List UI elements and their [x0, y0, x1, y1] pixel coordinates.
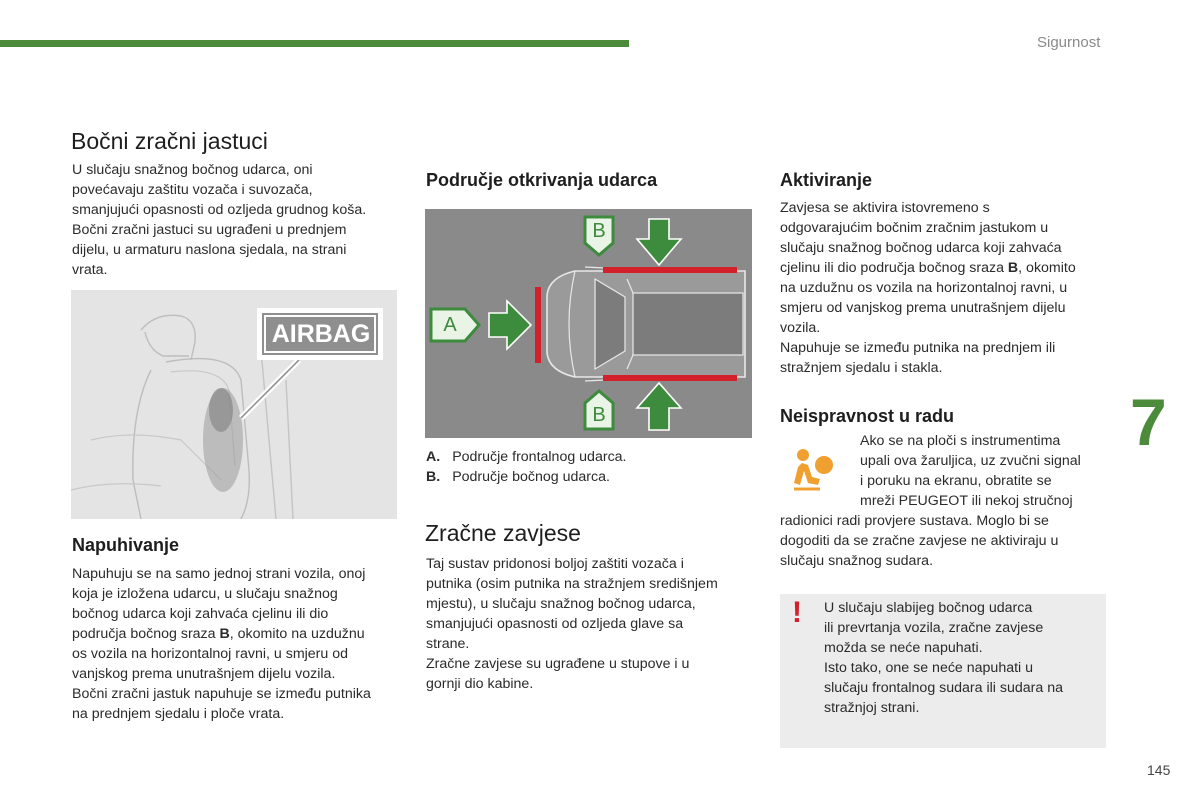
text-line: U slučaju snažnog bočnog udarca, oni — [72, 162, 313, 178]
text-line: smjeru od vanjskog prema unutrašnjem dijelu — [780, 300, 1066, 316]
text-segment: , okomito na uzdužnu — [229, 626, 365, 642]
inflation-text — [72, 564, 402, 724]
section-title: Sigurnost — [1037, 34, 1101, 51]
legend-item — [426, 467, 746, 487]
page-number: 145 — [1147, 762, 1171, 778]
chapter-number: 7 — [1130, 385, 1167, 459]
impact-detection-diagram — [425, 209, 752, 438]
zone-b-ref: B — [219, 626, 230, 642]
text-line: odgovarajućim bočnim zračnim jastukom u — [780, 220, 1049, 236]
text-line: os vozila na horizontalnoj ravni, u smjeru od — [72, 646, 349, 662]
text-line: Zračne zavjese su ugrađene u stupove i u — [426, 656, 690, 672]
inflation-title: Napuhivanje — [72, 535, 180, 555]
text-line: strane. — [426, 636, 470, 652]
warning-note-box — [780, 594, 1106, 748]
text-line: vanjskog prema unutrašnjem dijelu vozila. — [72, 666, 336, 682]
text-line: stražnjoj strani. — [824, 700, 920, 716]
activation-text — [780, 198, 1110, 378]
text-line: na uzdužnu os vozila na horizontalnoj ravni, u — [780, 280, 1068, 296]
legend-item — [426, 447, 746, 467]
airbag-seat-illustration — [71, 290, 397, 519]
text-line: stražnjem sjedalu i stakla. — [780, 360, 943, 376]
diagram-label-a: A — [443, 314, 457, 336]
diagram-legend — [426, 447, 746, 487]
text-line: vrata. — [72, 262, 108, 278]
activation-title: Aktiviranje — [780, 170, 873, 190]
side-airbags-intro — [72, 160, 402, 280]
text-segment: područja bočnog sraza — [72, 626, 220, 642]
text-line: slučaju snažnog sudara. — [780, 553, 934, 569]
text-line: Napuhuju se na samo jednoj strani vozila, onoj — [72, 566, 366, 582]
detection-zone-title: Područje otkrivanja udarca — [426, 170, 658, 190]
text-line: mreži PEUGEOT ili nekoj stručnoj — [860, 493, 1073, 509]
text-line: Zavjesa se aktivira istovremeno s — [780, 200, 990, 216]
text-line: upali ova žaruljica, uz zvučni signal — [860, 453, 1081, 469]
text-segment: , okomito — [1018, 260, 1076, 276]
text-line — [780, 258, 1110, 278]
text-line: smanjujući opasnosti od ozljeda glave sa — [426, 616, 684, 632]
text-line: koja je izložena udarcu, u slučaju snažnog — [72, 586, 338, 602]
malfunction-title: Neispravnost u radu — [780, 406, 955, 426]
legend-key: A. — [426, 449, 441, 465]
text-line: dijelu, u armaturu naslona sjedala, na strani — [72, 242, 347, 258]
text-line: bočnog udarca koji zahvaća cjelinu ili dio — [72, 606, 329, 622]
text-line: Bočni zračni jastuci su ugrađeni u prednjem — [72, 222, 347, 238]
side-airbags-title: Bočni zračni jastuci — [71, 128, 268, 154]
diagram-label-b-top: B — [592, 220, 606, 242]
text-line: Ako se na ploči s instrumentima — [860, 433, 1061, 449]
text-line: na prednjem sjedalu i ploče vrata. — [72, 706, 285, 722]
malfunction-text-top — [860, 431, 1120, 511]
text-line: mjestu), u slučaju snažnog bočnog udarca, — [426, 596, 696, 612]
text-line: U slučaju slabijeg bočnog udarca — [824, 600, 1033, 616]
text-line: možda se neće napuhati. — [824, 640, 983, 656]
airbag-tag-label: AIRBAG — [271, 320, 371, 348]
text-line: i poruku na ekranu, obratite se — [860, 473, 1052, 489]
text-line: Bočni zračni jastuk napuhuje se između putnika — [72, 686, 371, 702]
warning-note-text — [824, 598, 1104, 718]
text-segment: cjelinu ili dio područja bočnog sraza — [780, 260, 1008, 276]
text-line: vozila. — [780, 320, 821, 336]
airbag-warning-lamp-icon — [790, 445, 840, 491]
text-line: putnika (osim putnika na stražnjem središnjem — [426, 576, 718, 592]
text-line: slučaju frontalnog sudara ili sudara na — [824, 680, 1063, 696]
curtain-airbags-title: Zračne zavjese — [425, 520, 581, 546]
text-line: Napuhuje se između putnika na prednjem ili — [780, 340, 1056, 356]
legend-text: Područje frontalnog udarca. — [452, 449, 627, 465]
legend-text: Područje bočnog udarca. — [452, 469, 610, 485]
legend-key: B. — [426, 469, 441, 485]
text-line: povećavaju zaštitu vozača i suvozača, — [72, 182, 313, 198]
header-accent-bar — [0, 40, 629, 47]
curtain-airbags-text — [426, 554, 756, 694]
text-line: ili prevrtanja vozila, zračne zavjese — [824, 620, 1044, 636]
text-line: radionici radi provjere sustava. Moglo bi se — [780, 513, 1049, 529]
text-line: Taj sustav pridonosi boljoj zaštiti vozača i — [426, 556, 684, 572]
text-line: smanjujući opasnosti od ozljeda grudnog koša. — [72, 202, 367, 218]
malfunction-text-bottom — [780, 511, 1110, 571]
zone-b-ref: B — [1007, 260, 1019, 276]
text-line: slučaju snažnog bočnog udarca koji zahvaća — [780, 240, 1062, 256]
text-line: gornji dio kabine. — [426, 676, 534, 692]
warning-exclamation-icon: ! — [792, 596, 802, 629]
text-line: Isto tako, one se neće napuhati u — [824, 660, 1034, 676]
diagram-label-b-bottom: B — [592, 404, 606, 426]
text-line — [72, 624, 402, 644]
text-line: dogoditi da se zračne zavjese ne aktiviraju u — [780, 533, 1059, 549]
